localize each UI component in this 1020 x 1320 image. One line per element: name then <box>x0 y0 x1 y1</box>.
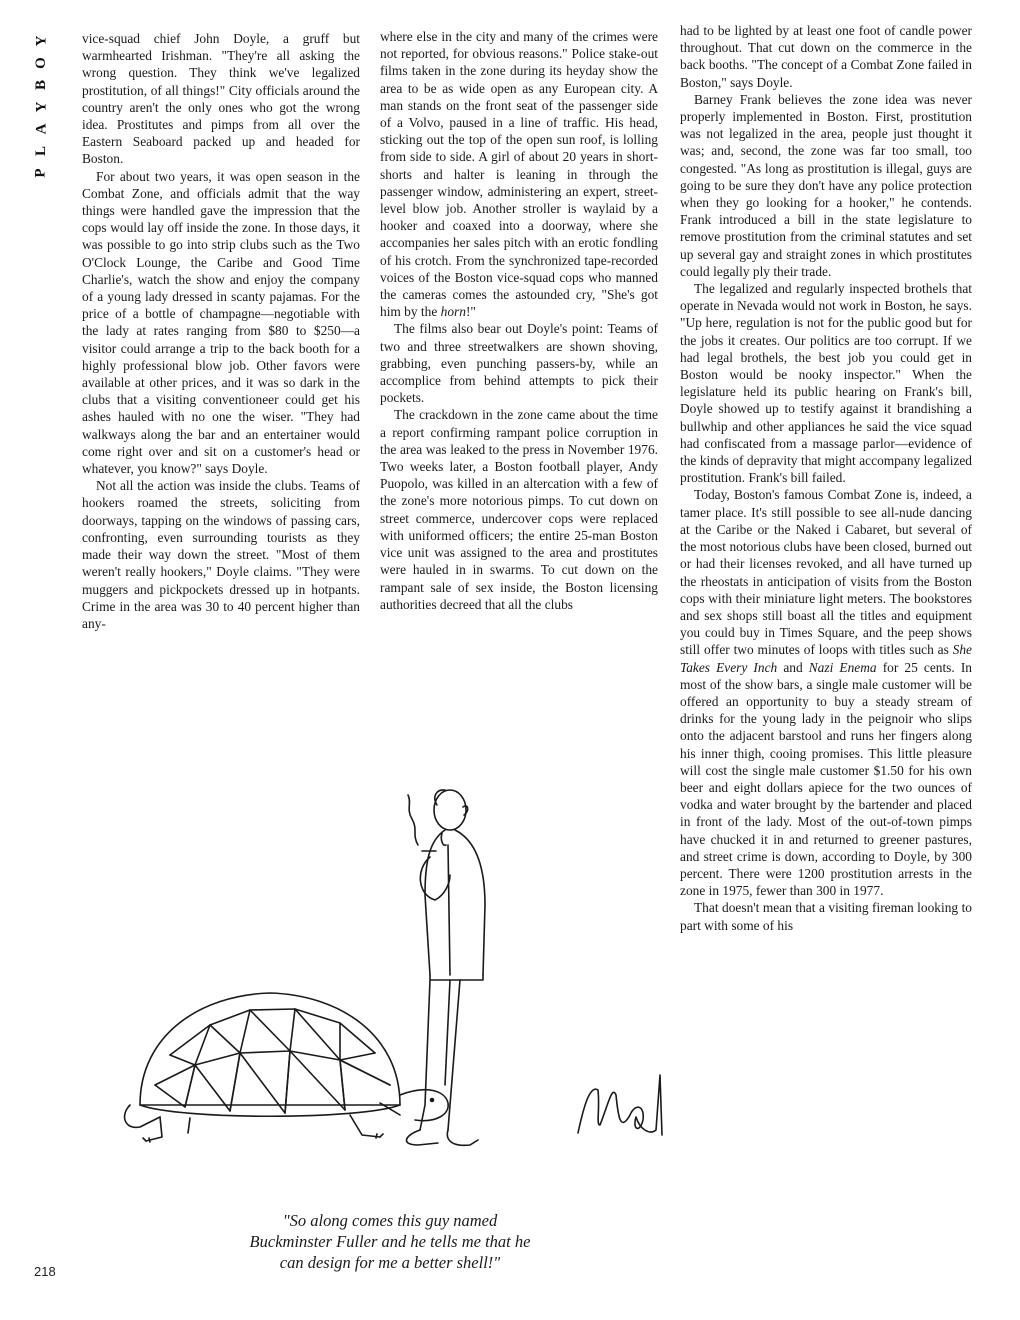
article-column-2 <box>380 28 658 613</box>
paragraph <box>380 28 658 320</box>
paragraph: For about two years, it was open season in the Combat Zone, and officials admit that the way things were handled gave the impression that the cops would lay off inside the zone. In those days, it was possible to go into strip clubs such as the Two O'Clock Lounge, the Caribe and Good Time Charlie's, watch the show and enjoy the company of a young lady dressed in scanty pajamas. For the price of a bottle of champagne—negotiable with the lady at rates ranging from $80 to $250—a visitor could arrange a trip to the back booth for a highly professional blow job. Other favors were available at other prices, and it was so dark in the clubs that a visiting conventioneer could get his ashes hauled with no one the wiser. "They had walkways along the bar and an entertainer would come right over and sit on a customer's head or whatever, you know?" says Doyle. <box>82 168 360 477</box>
text-run: and <box>777 659 809 675</box>
paragraph: The films also bear out Doyle's point: Teams of two and three streetwalkers are shown shoving, grabbing, even punching passers-by, while an accomplice from behind attempts to pick their pockets. <box>380 321 658 406</box>
caption-line: "So along comes this guy named <box>282 1211 498 1230</box>
playboy-masthead <box>28 30 54 184</box>
article-column-1 <box>82 30 360 632</box>
masthead-letter: B <box>32 79 49 91</box>
masthead-letter: O <box>32 57 49 69</box>
paragraph: The legalized and regularly inspected brothels that operate in Nevada would not work in Boston, he says. "Up here, regulation is not for the public good but for the jobs it creates. Our politics are too corrupt. If we had legal brothels, the best job you could get in Boston would be nooky inspector." When the legislature held its public hearing on Frank's bill, Doyle showed up to testify against it brandishing a bullwhip and other appliances he said the vice squad had confiscated from a massage parlor—evidence of the kinds of depravity that might accompany legalized prostitution. Frank's bill failed. <box>680 281 972 486</box>
text-run: !" <box>465 304 476 320</box>
text-run: where else in the city and many of the crimes were not reported, for obvious reasons." Police stake-out films taken in the zone during its heyday show the area to be as wide open as any European city. A man stands on the front seat of the passenger side of a Volvo, paused in a line of traffic. His head, sticking out the top of the open sun roof, is lolling from side to side. A girl of about 20 years in short-shorts and halter is leaning in through the passenger window, administering an expert, street-level blow job. Another stroller is waylaid by a hooker and coaxed into a doorway, where she accompanies her sales pitch with an erotic fondling of his crotch. From the synchronized tape-recorded voices of the Boston vice-squad cops who manned the cameras comes the astounded cry, "She's got him by the <box>380 29 658 320</box>
artist-signature <box>578 1075 662 1135</box>
paragraph: vice-squad chief John Doyle, a gruff but warmhearted Irishman. "They're all asking the wrong question. They think we've legalized prostitution, of all things!" City officials around the country aren't the only ones who got the wrong idea. Prostitutes and pimps from all over the Eastern Seaboard packed up and headed for Boston. <box>82 31 360 167</box>
text-run: for 25 cents. In most of the show bars, a single male customer will be offered an opportunity to buy a steady stream of drinks for the young lady in the peignoir who slips onto the adjacent barstool and runs her fingers along his inner thigh, cooing promises. This little pleasure will cost the single male customer $1.50 for his own beer and eight dollars apiece for the two ounces of vodka and water brought by the bartender and placed in front of the lady. Most of the out-of-town pimps have chucked it in and returned to greener pastures, and street crime is down, according to Doyle, by 300 percent. There were 1200 prostitution arrests in the zone in 1975, fewer than 300 in 1977. <box>680 659 972 899</box>
caption-line: can design for me a better shell!" <box>279 1253 501 1272</box>
paragraph: That doesn't mean that a visiting fireman looking to part with some of his <box>680 900 972 933</box>
text-run: Today, Boston's famous Combat Zone is, indeed, a tamer place. It's still possible to see all-nude dancing at the Caribe or the Naked i Cabaret, but several of the most notorious clubs have been closed, burned out or had their licenses revoked, and all have turned up the rheostats in anticipation of visits from the Boston cops with their miniature light meters. The bookstores and sex shops still boast all the titles and equipment you could buy in Times Square, and the peep shows still offer two minutes of loops with titles such as <box>680 487 972 658</box>
masthead-letter: Y <box>33 35 49 47</box>
masthead-letter: Y <box>33 101 49 113</box>
turtle-drawing <box>125 993 449 1142</box>
masthead-letter: L <box>32 145 49 157</box>
caption-line: Buckminster Fuller and he tells me that he <box>249 1232 531 1251</box>
masthead-letter: A <box>33 123 49 135</box>
italic-title: She Takes Every Inch <box>680 642 972 675</box>
paragraph: The crackdown in the zone came about the time a report confirming rampant police corruption in the area was leaked to the press in November 1976. Two weeks later, a Boston football player, Andy Puopolo, was killed in an altercation with a few of the zone's more notorious pimps. To cut down on street commerce, undercover cops were replaced with uniformed officers; the entire 25-man Boston vice unit was assigned to the area and prostitutes were hauled in in swarms. To cut down on the rampant sale of sex inside, the Boston licensing authorities decreed that all the clubs <box>380 407 658 612</box>
cartoon-illustration <box>100 785 670 1215</box>
italic-text: horn <box>440 304 466 320</box>
paragraph: Not all the action was inside the clubs. Teams of hookers roamed the streets, soliciting from doorways, tapping on the windows of passing cars, confronting, even surrounding tourists as they made their way down the street. "Most of them weren't really hookers," Doyle claims. "They were muggers and pickpockets dressed up in hotpants. Crime in the area was 30 to 40 percent higher than any- <box>82 478 360 631</box>
article-column-3 <box>680 22 972 934</box>
paragraph: had to be lighted by at least one foot of candle power throughout. That cut down on the commerce in the back booths. "The concept of a Combat Zone failed in Boston," says Doyle. <box>680 23 972 90</box>
page-number: 218 <box>34 1264 56 1279</box>
cartoon-caption <box>190 1210 590 1273</box>
masthead-letter: P <box>32 168 49 178</box>
paragraph <box>680 486 972 899</box>
italic-title: Nazi Enema <box>808 659 877 675</box>
paragraph: Barney Frank believes the zone idea was never properly implemented in Boston. First, prostitution was not legalized in the area, people just thought it was; and, second, the zone was far too small, too congested. "As long as prostitution is illegal, guys are going to be sure they don't have any police protection when they go looking for a hooker," he contends. Frank introduced a bill in the state legislature to remove prostitution from the criminal statutes and set up several gay and straight zones in which prostitutes could legally ply their trade. <box>680 91 972 279</box>
man-drawing <box>406 790 485 1145</box>
